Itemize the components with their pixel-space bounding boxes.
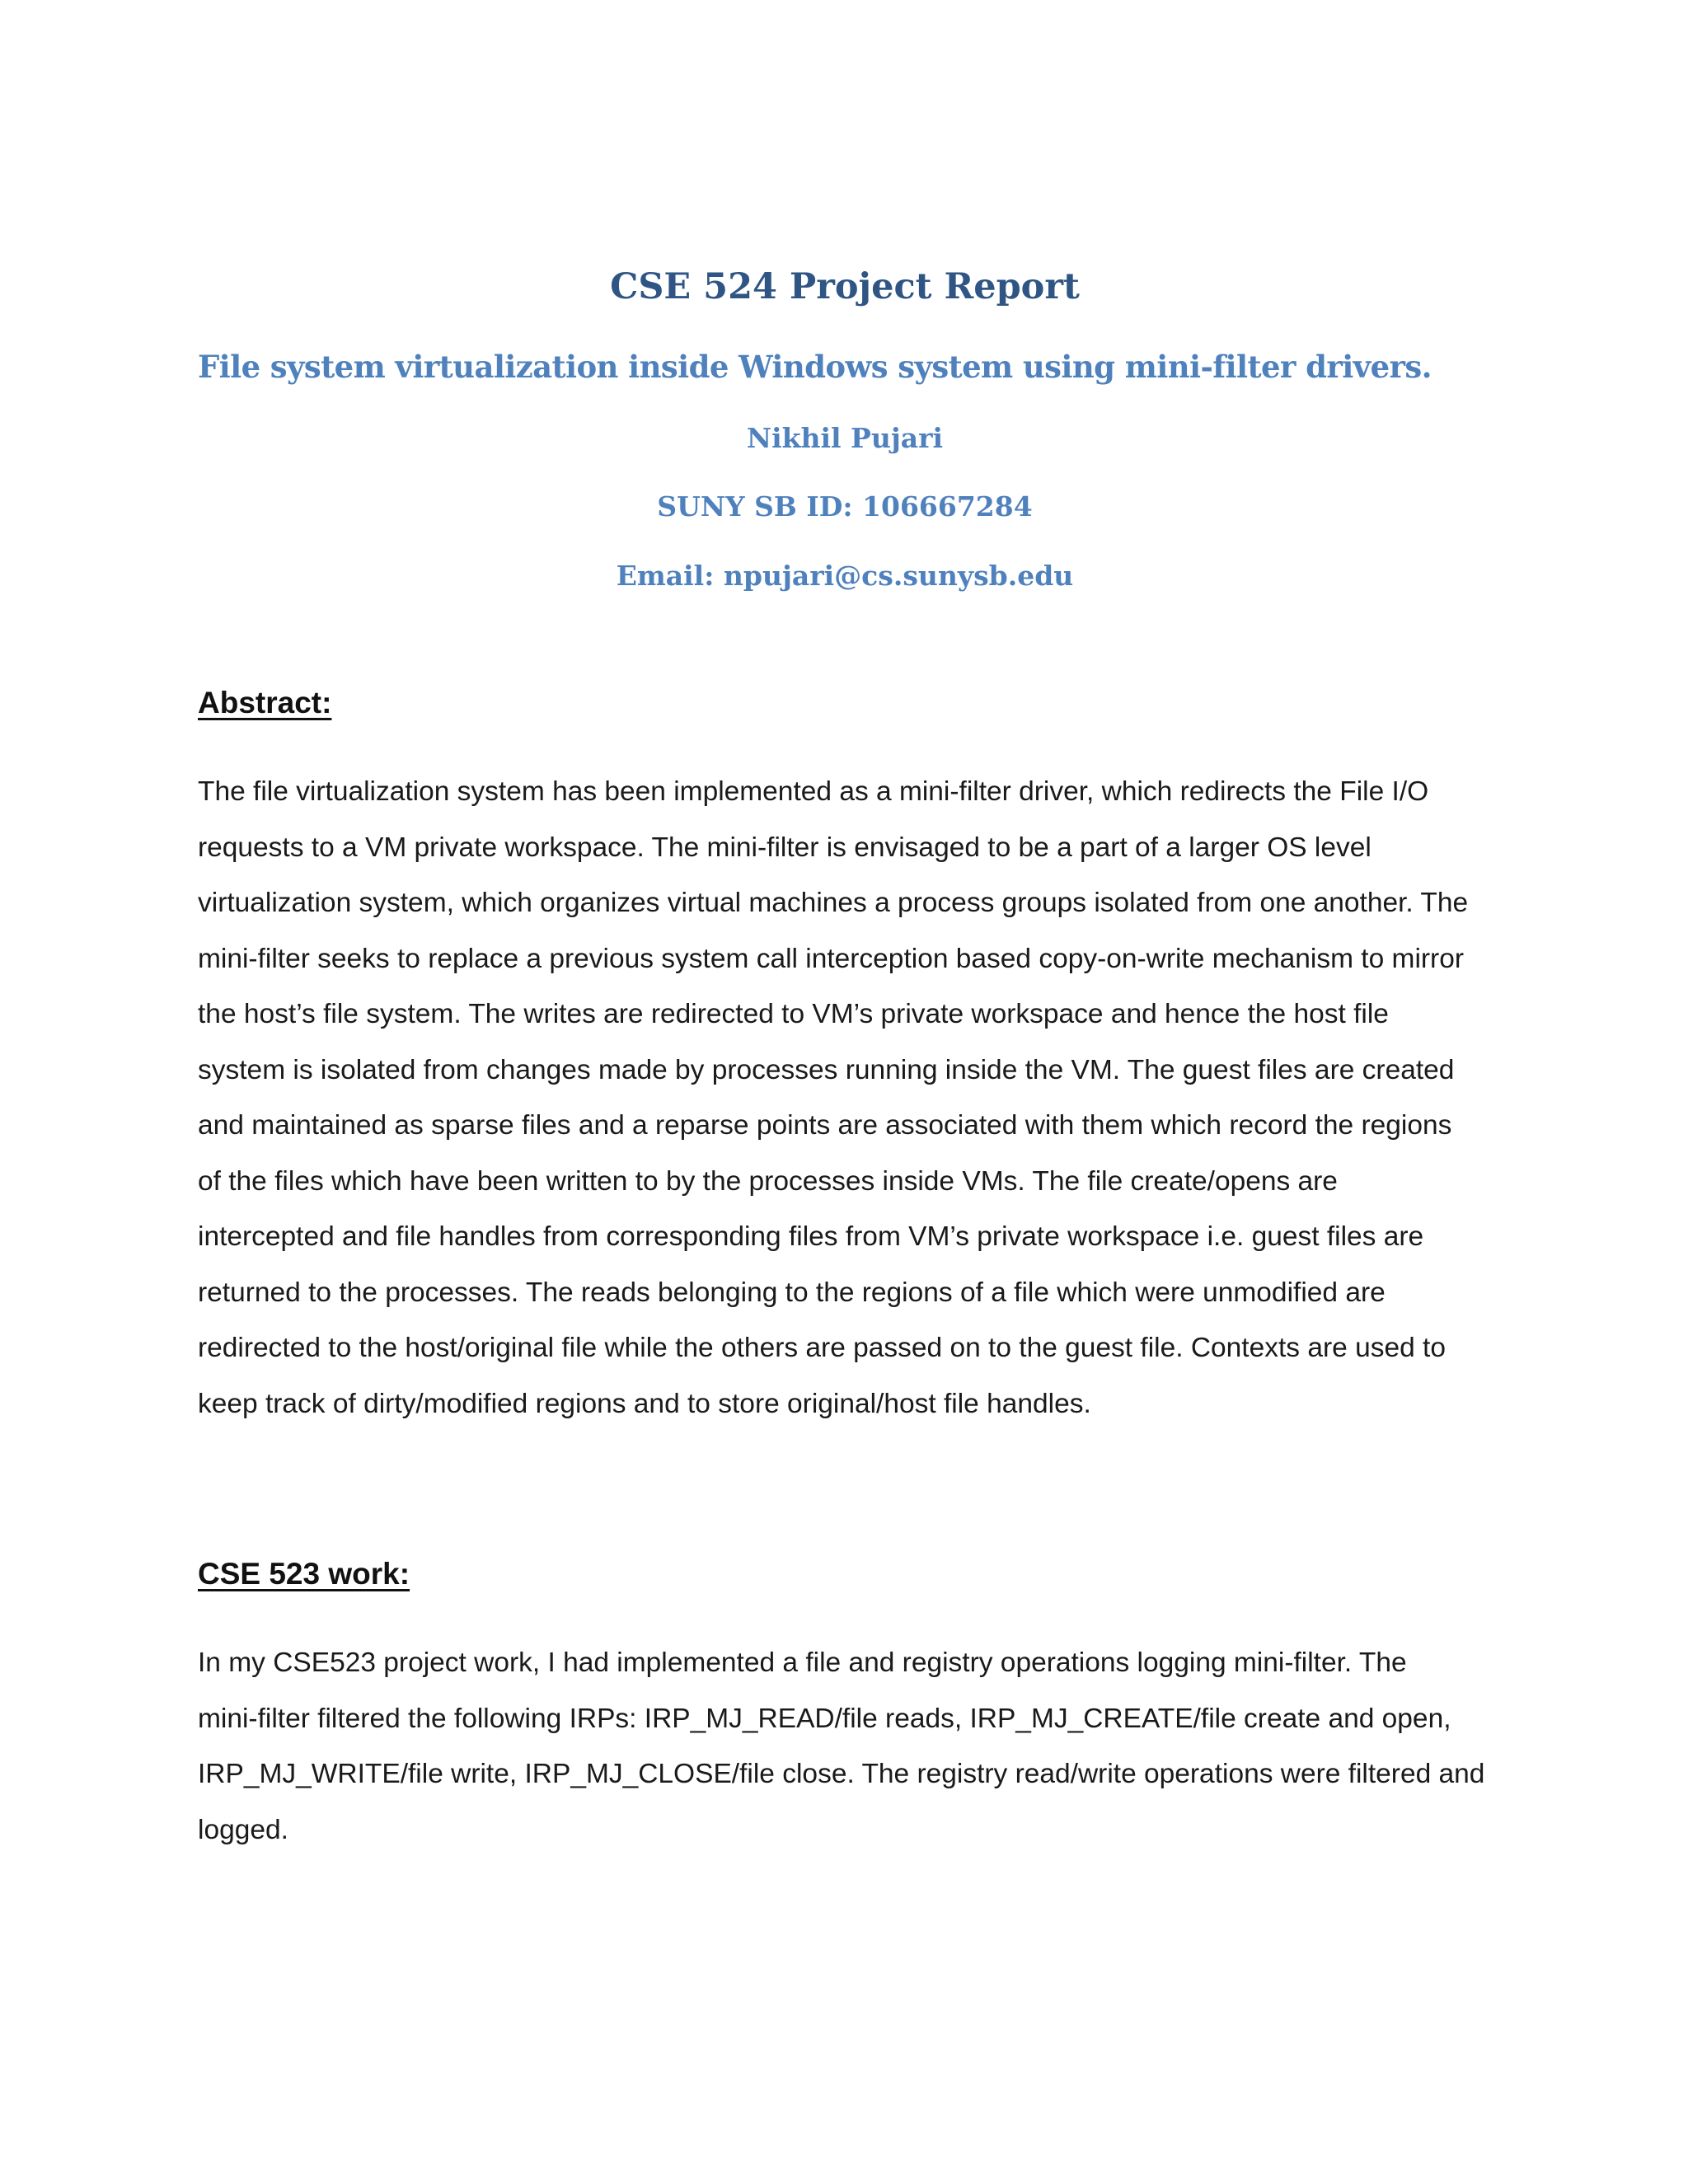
cse523-line: logged. <box>198 1814 288 1845</box>
abstract-paragraph <box>198 764 1500 1432</box>
abstract-line: requests to a VM private workspace. The mini-filter is envisaged to be a part of a larger OS level <box>198 832 1372 863</box>
cse523-line: In my CSE523 project work, I had implemented a file and registry operations logging mini-filter. The <box>198 1647 1407 1678</box>
abstract-line: system is isolated from changes made by processes running inside the VM. The guest files are created <box>198 1054 1455 1085</box>
abstract-line: redirected to the host/original file while the others are passed on to the guest file. Contexts are used to <box>198 1333 1446 1363</box>
abstract-line: returned to the processes. The reads belonging to the regions of a file which were unmodified are <box>198 1277 1386 1308</box>
abstract-heading: Abstract: <box>198 686 332 719</box>
cse523-line: mini-filter filtered the following IRPs: IRP_MJ_READ/file reads, IRP_MJ_CREATE/file create and open, <box>198 1703 1451 1734</box>
abstract-line: The file virtualization system has been implemented as a mini-filter driver, which redirects the File I/O <box>198 776 1429 807</box>
abstract-line: keep track of dirty/modified regions and to store original/host file handles. <box>198 1388 1091 1419</box>
author-name: Nikhil Pujari <box>746 422 944 454</box>
report-subtitle: File system virtualization inside Windows system using mini-filter drivers. <box>198 349 1432 385</box>
abstract-line: the host’s file system. The writes are redirected to VM’s private workspace and hence the host file <box>198 999 1389 1029</box>
student-id: SUNY SB ID: 106667284 <box>657 490 1033 523</box>
abstract-line: mini-filter seeks to replace a previous system call interception based copy-on-write mechanism to mirror <box>198 943 1464 974</box>
cse523-line: IRP_MJ_WRITE/file write, IRP_MJ_CLOSE/file close. The registry read/write operations were filtered and <box>198 1759 1485 1789</box>
abstract-line: and maintained as sparse files and a reparse points are associated with them which record the regions <box>198 1110 1452 1141</box>
cse523-paragraph <box>198 1635 1500 1858</box>
abstract-line: virtualization system, which organizes virtual machines a process groups isolated from one another. The <box>198 888 1469 918</box>
report-title: CSE 524 Project Report <box>610 266 1080 307</box>
abstract-line: intercepted and file handles from corresponding files from VM’s private workspace i.e. guest files are <box>198 1221 1424 1252</box>
abstract-line: of the files which have been written to by the processes inside VMs. The file create/opens are <box>198 1165 1338 1197</box>
author-email: Email: npujari@cs.sunysb.edu <box>616 560 1074 592</box>
cse523-heading: CSE 523 work: <box>198 1557 410 1591</box>
